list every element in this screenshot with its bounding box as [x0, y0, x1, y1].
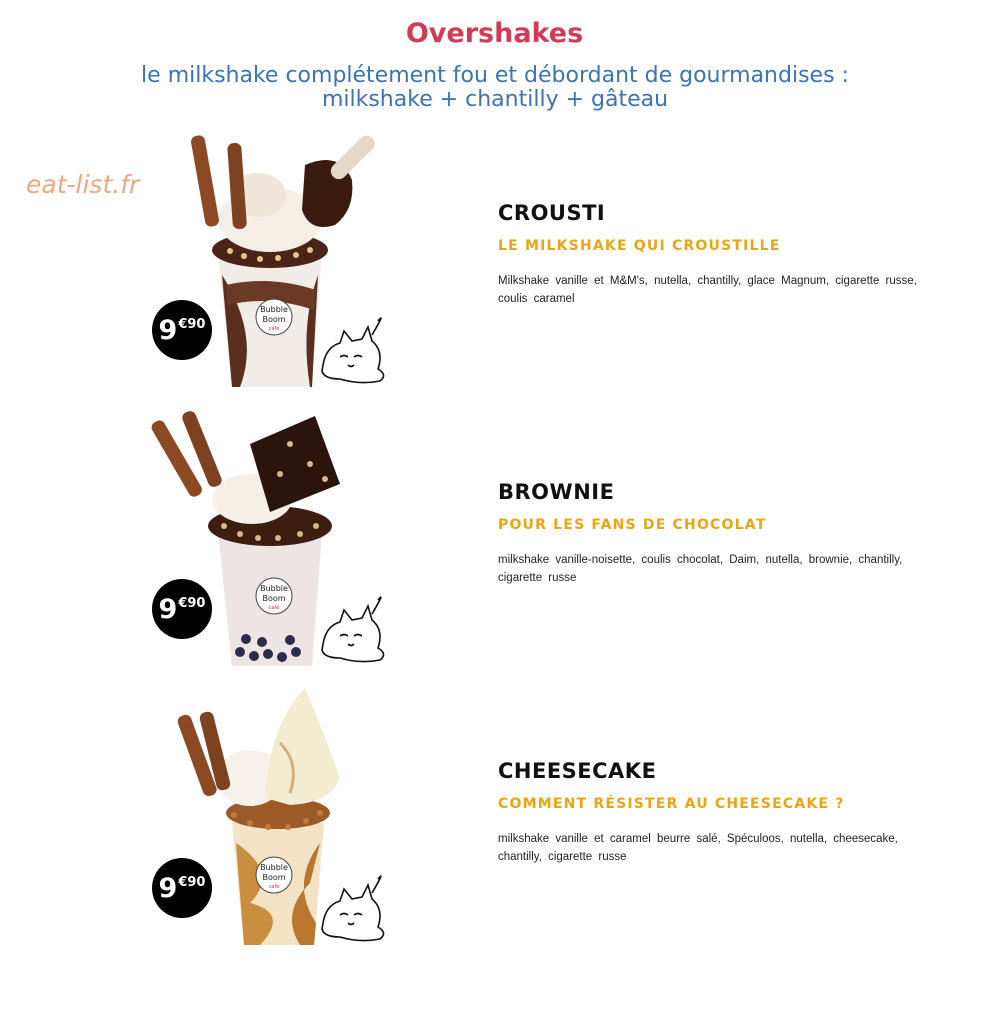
cup-label-line-3: café: [268, 884, 280, 890]
watermark: eat-list.fr: [26, 170, 140, 199]
item-name: BROWNIE: [498, 480, 615, 504]
price-cents: €90: [178, 596, 206, 611]
cup-label-line-2: Boom: [262, 315, 286, 324]
price-euros: 9: [158, 593, 178, 625]
item-tagline: POUR LES FANS DE CHOCOLAT: [498, 517, 767, 533]
price-badge: [152, 579, 212, 639]
cup-label-line-1: Bubble: [260, 863, 288, 872]
page-title: Overshakes: [405, 18, 584, 49]
cat-icon: [322, 597, 384, 662]
item-name: CHEESECAKE: [498, 759, 657, 783]
cup-label-line-3: café: [268, 605, 280, 611]
subtitle-line-2: milkshake + chantilly + gâteau: [321, 87, 669, 112]
price-badge: [152, 300, 212, 360]
cat-icon: [322, 876, 384, 941]
cup-label-line-2: Boom: [262, 873, 286, 882]
price-euros: 9: [158, 872, 178, 904]
item-tagline: COMMENT RÉSISTER AU CHEESECAKE ?: [498, 796, 845, 812]
item-description: milkshake vanille-noisette, coulis chocolat, Daim, nutella, brownie, chantilly, cigarette russe: [498, 554, 903, 584]
cup-label-line-1: Bubble: [260, 305, 288, 314]
price-cents: €90: [178, 317, 206, 332]
item-description: milkshake vanille et caramel beurre salé, Spéculoos, nutella, cheesecake, chantilly, cigarette russe: [498, 833, 898, 863]
cat-icon: [322, 318, 384, 383]
menu-item-crousti: [0, 125, 989, 405]
price-euros: 9: [158, 314, 178, 346]
cup-label-line-2: Boom: [262, 594, 286, 603]
item-tagline: LE MILKSHAKE QUI CROUSTILLE: [498, 238, 781, 254]
price-cents: €90: [178, 875, 206, 890]
menu-item-brownie: [0, 404, 989, 684]
cup-label-line-1: Bubble: [260, 584, 288, 593]
item-name: CROUSTI: [498, 201, 606, 225]
page-subtitle: [90, 64, 900, 112]
menu-item-cheesecake: [0, 683, 989, 963]
subtitle-line-1: le milkshake complétement fou et débordant de gourmandises :: [141, 63, 849, 88]
item-description: Milkshake vanille et M&M's, nutella, chantilly, glace Magnum, cigarette russe, coulis caramel: [498, 275, 917, 305]
cup-label-line-3: café: [268, 326, 280, 332]
price-badge: [152, 858, 212, 918]
